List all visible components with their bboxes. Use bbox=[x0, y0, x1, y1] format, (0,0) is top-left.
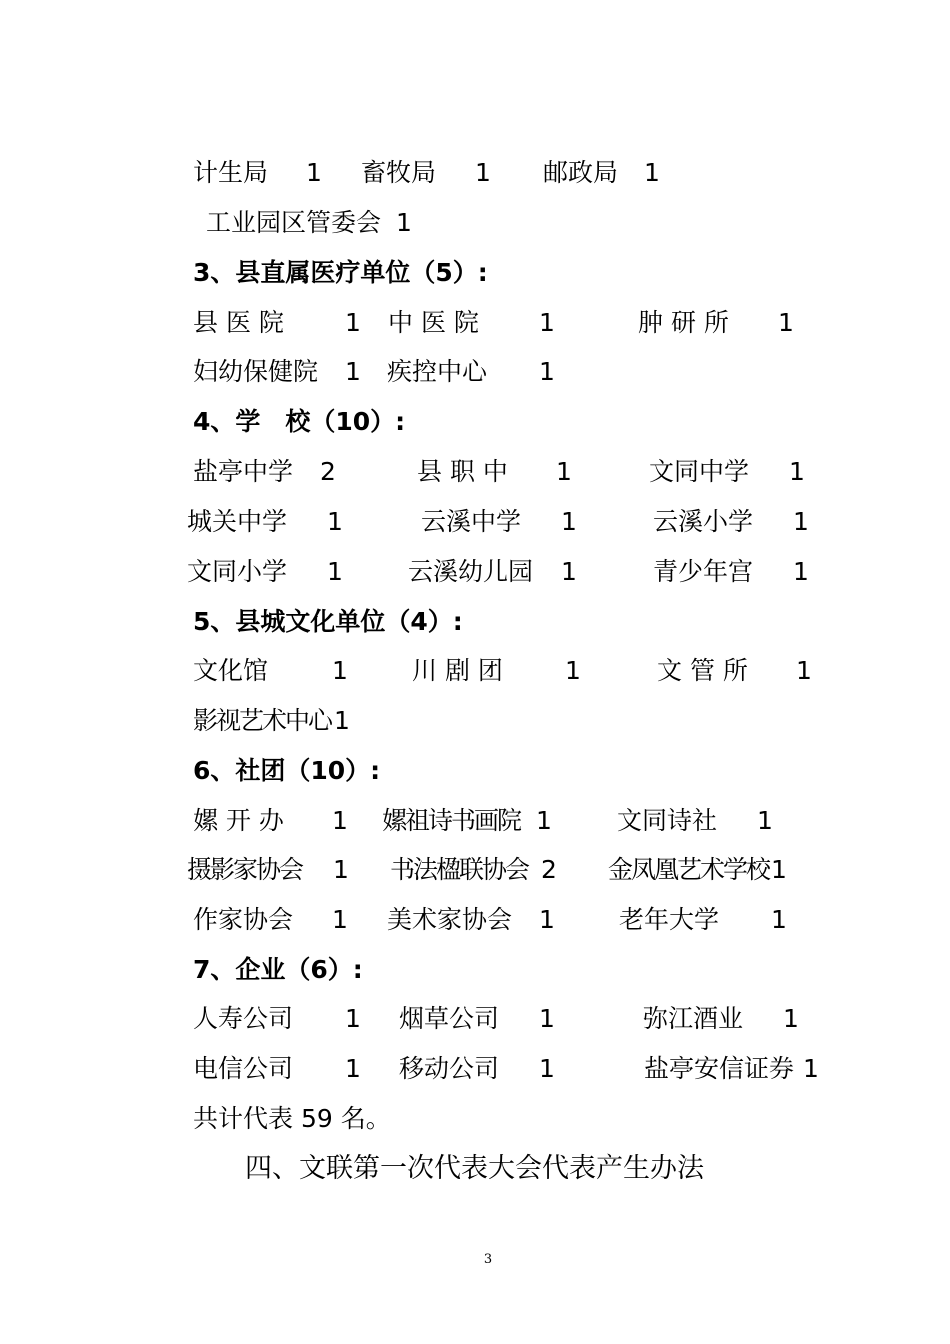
unit-name: 青少年宫 bbox=[653, 557, 754, 586]
list-row bbox=[0, 158, 950, 208]
unit-count: 1 bbox=[539, 905, 555, 934]
unit-name: 计生局 bbox=[193, 158, 269, 187]
unit-count: 1 bbox=[396, 208, 412, 237]
unit-count: 1 bbox=[556, 457, 572, 486]
total-representatives: 共计代表 59 名。 bbox=[193, 1104, 391, 1133]
unit-name: 城关中学 bbox=[187, 507, 288, 536]
unit-name: 文同诗社 bbox=[617, 806, 718, 835]
unit-name: 文同中学 bbox=[649, 457, 750, 486]
unit-name: 畜牧局 bbox=[361, 158, 437, 187]
unit-count: 1 bbox=[796, 656, 812, 685]
list-row bbox=[0, 1004, 950, 1054]
unit-name: 美术家协会 bbox=[387, 905, 513, 934]
unit-name: 影视艺术中心 bbox=[193, 706, 332, 735]
unit-count: 1 bbox=[334, 706, 350, 735]
unit-name: 嫘祖诗书画院 bbox=[382, 806, 521, 835]
unit-count: 1 bbox=[332, 656, 348, 685]
unit-name: 老年大学 bbox=[619, 905, 720, 934]
unit-name: 妇幼保健院 bbox=[193, 357, 319, 386]
unit-count: 1 bbox=[793, 557, 809, 586]
unit-count: 1 bbox=[561, 557, 577, 586]
unit-count: 1 bbox=[778, 308, 794, 337]
unit-name: 文化馆 bbox=[193, 656, 269, 685]
section-heading: 5、县城文化单位（4）: bbox=[193, 607, 463, 636]
unit-count: 1 bbox=[771, 855, 787, 884]
unit-count: 1 bbox=[306, 158, 322, 187]
list-row bbox=[0, 507, 950, 557]
unit-name: 电信公司 bbox=[193, 1054, 294, 1083]
unit-count: 1 bbox=[783, 1004, 799, 1033]
unit-count: 1 bbox=[771, 905, 787, 934]
unit-name: 川 剧 团 bbox=[412, 656, 503, 685]
unit-count: 1 bbox=[561, 507, 577, 536]
unit-count: 1 bbox=[345, 1054, 361, 1083]
unit-count: 1 bbox=[327, 557, 343, 586]
unit-name: 邮政局 bbox=[543, 158, 619, 187]
section-heading: 3、县直属医疗单位（5）: bbox=[193, 258, 488, 287]
list-row bbox=[0, 308, 950, 358]
unit-count: 1 bbox=[565, 656, 581, 685]
unit-count: 1 bbox=[539, 1004, 555, 1033]
unit-name: 县 医 院 bbox=[193, 308, 284, 337]
unit-name: 文同小学 bbox=[187, 557, 288, 586]
unit-name: 烟草公司 bbox=[399, 1004, 500, 1033]
unit-name: 云溪小学 bbox=[653, 507, 754, 536]
unit-count: 1 bbox=[332, 806, 348, 835]
list-row bbox=[0, 557, 950, 607]
unit-name: 云溪中学 bbox=[421, 507, 522, 536]
unit-count: 1 bbox=[345, 357, 361, 386]
next-section-heading: 四、文联第一次代表大会代表产生办法 bbox=[245, 1153, 704, 1184]
unit-count: 1 bbox=[757, 806, 773, 835]
list-row bbox=[0, 806, 950, 856]
list-row bbox=[0, 656, 950, 706]
unit-count: 1 bbox=[803, 1054, 819, 1083]
unit-name: 移动公司 bbox=[399, 1054, 500, 1083]
unit-name: 弥江酒业 bbox=[643, 1004, 744, 1033]
unit-count: 1 bbox=[539, 1054, 555, 1083]
unit-count: 2 bbox=[320, 457, 336, 486]
unit-name: 作家协会 bbox=[193, 905, 294, 934]
unit-name: 云溪幼儿园 bbox=[408, 557, 534, 586]
list-row bbox=[0, 855, 950, 905]
unit-count: 1 bbox=[345, 1004, 361, 1033]
list-row bbox=[0, 905, 950, 955]
unit-count: 1 bbox=[332, 905, 348, 934]
unit-name: 盐亭安信证券 bbox=[644, 1054, 795, 1083]
unit-count: 1 bbox=[327, 507, 343, 536]
unit-count: 1 bbox=[345, 308, 361, 337]
unit-name: 文 管 所 bbox=[657, 656, 748, 685]
unit-count: 1 bbox=[539, 357, 555, 386]
section-heading: 7、企业（6）: bbox=[193, 955, 363, 984]
unit-name: 书法楹联协会 bbox=[390, 855, 529, 884]
list-row bbox=[0, 357, 950, 407]
unit-name: 嫘 开 办 bbox=[193, 806, 284, 835]
unit-count: 1 bbox=[539, 308, 555, 337]
unit-count: 1 bbox=[333, 855, 349, 884]
unit-count: 1 bbox=[475, 158, 491, 187]
unit-name: 疾控中心 bbox=[387, 357, 488, 386]
unit-name: 金凤凰艺术学校 bbox=[608, 855, 770, 884]
section-heading: 6、社团（10）: bbox=[193, 756, 381, 785]
unit-name: 人寿公司 bbox=[193, 1004, 294, 1033]
unit-count: 1 bbox=[789, 457, 805, 486]
list-row bbox=[0, 457, 950, 507]
unit-count: 2 bbox=[541, 855, 557, 884]
unit-count: 1 bbox=[536, 806, 552, 835]
unit-name: 盐亭中学 bbox=[193, 457, 294, 486]
unit-name: 中 医 院 bbox=[388, 308, 479, 337]
unit-count: 1 bbox=[644, 158, 660, 187]
page-number: 3 bbox=[483, 1252, 493, 1267]
section-heading: 4、学 校（10）: bbox=[193, 407, 406, 436]
list-row bbox=[0, 1054, 950, 1104]
unit-name: 摄影家协会 bbox=[187, 855, 303, 884]
unit-name: 县 职 中 bbox=[417, 457, 508, 486]
unit-name: 肿 研 所 bbox=[638, 308, 729, 337]
list-row bbox=[0, 208, 950, 258]
unit-count: 1 bbox=[793, 507, 809, 536]
list-row bbox=[0, 706, 950, 756]
unit-name: 工业园区管委会 bbox=[206, 208, 382, 237]
